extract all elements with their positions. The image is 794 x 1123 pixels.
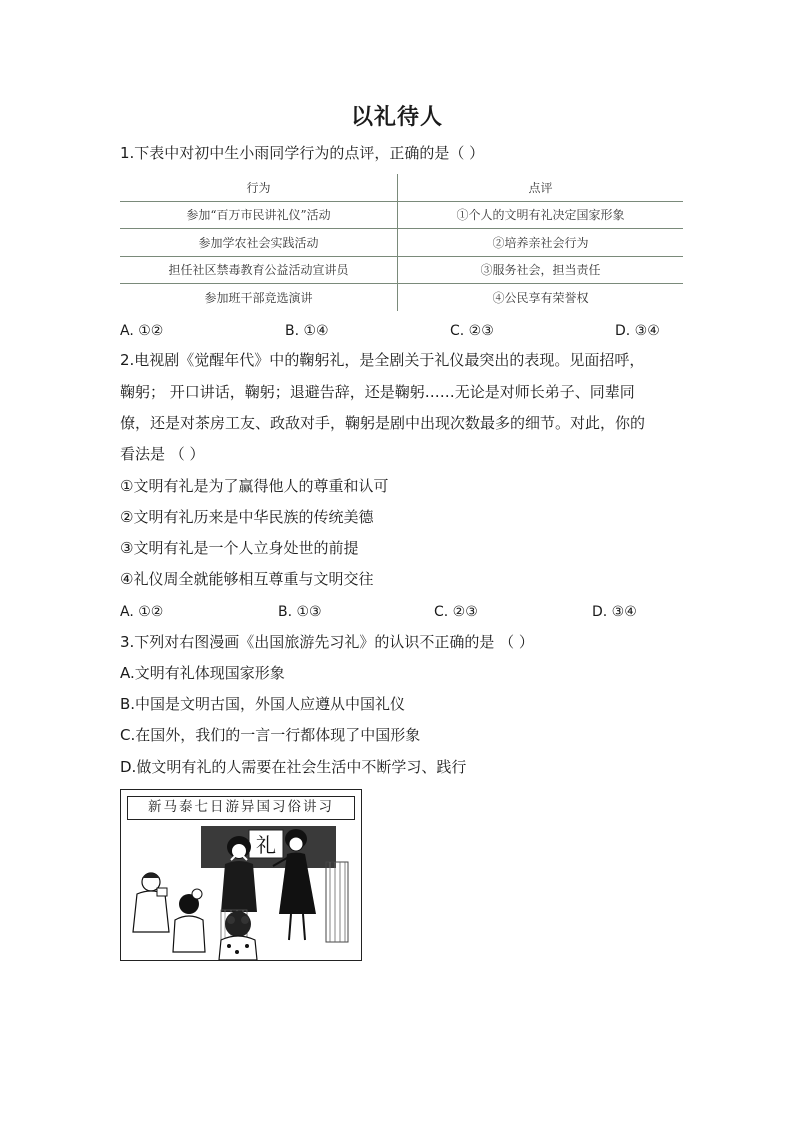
table-header: 点评 [398,174,684,201]
table-row [120,201,683,229]
table-row [120,284,683,311]
q3-stem: 3.下列对右图漫画《出国旅游先习礼》的认识不正确的是 （ ） [120,633,534,651]
table-cell: 担任社区禁毒教育公益活动宣讲员 [120,256,398,284]
q2-statement-4: ④礼仪周全就能够相互尊重与文明交往 [120,570,374,588]
q1-option-c: C. ②③ [450,323,494,339]
table-cell: ④公民享有荣誉权 [398,284,684,311]
table-row [120,256,683,284]
q1-option-a: A. ①② [120,323,164,339]
table-cell: 参加学农社会实践活动 [120,229,398,257]
table-cell: ③服务社会，担当责任 [398,256,684,284]
board-text: 礼 [256,833,276,857]
q1-option-b: B. ①④ [285,323,329,339]
comic-illustration [120,789,362,961]
q2-statement-3: ③文明有礼是一个人立身处世的前提 [120,539,359,557]
q1-stem: 1.下表中对初中生小雨同学行为的点评，正确的是（ ） [120,144,485,162]
table-cell: ②培养亲社会行为 [398,229,684,257]
table-cell: 参加“百万市民讲礼仪”活动 [120,201,398,229]
table-cell: 参加班干部竞选演讲 [120,284,398,311]
q3-option-b: B.中国是文明古国，外国人应遵从中国礼仪 [120,695,406,713]
page-title: 以礼待人 [350,104,443,130]
q2-stem-line: 僚，还是对茶房工友、政敌对手，鞠躬是剧中出现次数最多的细节。对此，你的 [120,414,646,432]
review-table [120,174,683,311]
table-header-row [120,174,683,201]
table-header: 行为 [120,174,398,201]
q1-option-d: D. ③④ [615,323,660,339]
comic-drawing [121,822,361,960]
q3-option-a: A.文明有礼体现国家形象 [120,664,285,682]
q2-stem-line: 看法是 （ ） [120,445,205,463]
q2-option-d: D. ③④ [592,604,637,620]
q3-option-c: C.在国外，我们的一言一行都体现了中国形象 [120,726,421,744]
q2-option-b: B. ①③ [278,604,322,620]
q2-option-a: A. ①② [120,604,164,620]
q2-option-c: C. ②③ [434,604,478,620]
table-cell: ①个人的文明有礼决定国家形象 [398,201,684,229]
q3-option-d: D.做文明有礼的人需要在社会生活中不断学习、践行 [120,758,467,776]
q2-statement-2: ②文明有礼历来是中华民族的传统美德 [120,508,374,526]
q2-stem-line: 鞠躬； 开口讲话，鞠躬；退避告辞，还是鞠躬……无论是对师长弟子、同辈同 [120,383,635,401]
q2-statement-1: ①文明有礼是为了赢得他人的尊重和认可 [120,477,389,495]
q2-stem-line: 2.电视剧《觉醒年代》中的鞠躬礼，是全剧关于礼仪最突出的表现。见面招呼， [120,351,645,369]
table-row [120,229,683,257]
audience-curly-hair [225,911,251,937]
comic-caption: 新马泰七日游异国习俗讲习 [127,796,355,820]
